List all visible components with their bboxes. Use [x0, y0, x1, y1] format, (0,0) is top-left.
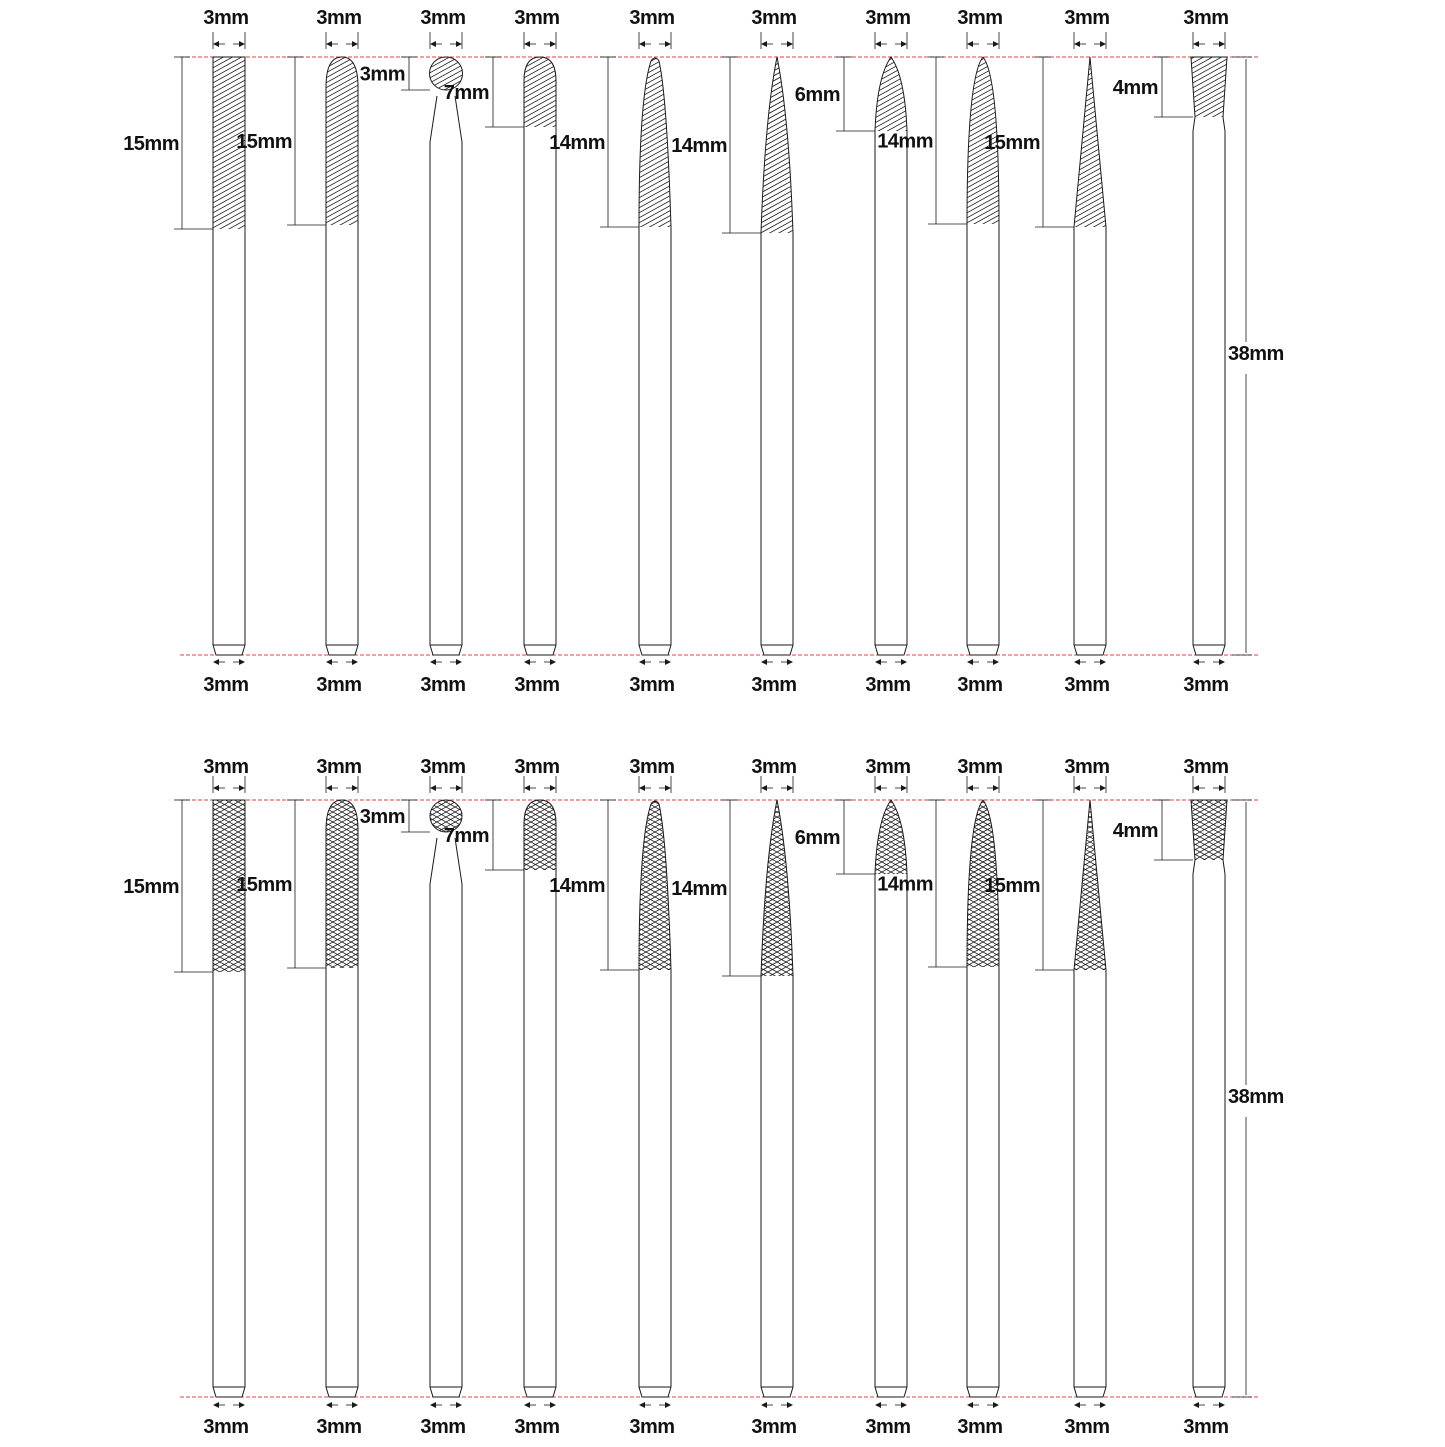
shank-width-dimension: [1064, 662, 1109, 696]
shank-width-dimension: [1064, 1405, 1109, 1438]
bit-ball: [360, 756, 466, 1438]
top-width-dimension: [957, 756, 1002, 793]
hatch-flutes: [1189, 756, 1229, 913]
shank-width-label: 3mm: [316, 674, 362, 696]
bit-cylinder: [123, 756, 249, 1438]
top-width-label: 3mm: [1183, 756, 1229, 778]
shank-width-label: 3mm: [865, 1416, 911, 1438]
shank-width-label: 3mm: [514, 674, 560, 696]
head-length-dimension: [877, 800, 967, 967]
head-length-label: 14mm: [671, 878, 727, 900]
top-width-label: 3mm: [203, 7, 249, 29]
shank-width-dimension: [316, 662, 361, 696]
head-length-label: 4mm: [1112, 77, 1158, 99]
shank-end: [761, 1387, 793, 1397]
head-length-label: 14mm: [877, 130, 933, 153]
head-length-dimension: [549, 800, 639, 970]
shank-end: [1193, 645, 1225, 655]
hatch-flutes: [1070, 13, 1110, 280]
head-length-dimension: [877, 57, 967, 224]
head-length-dimension: [984, 800, 1074, 970]
head-length-dimension: [795, 57, 875, 131]
head-length-dimension: [360, 57, 430, 90]
shank-end: [430, 1387, 462, 1397]
shank-width-dimension: [420, 1405, 465, 1438]
top-width-label: 3mm: [420, 7, 466, 29]
shank-end: [326, 645, 358, 655]
shank-width-dimension: [957, 662, 1002, 696]
shank-right-edge: [455, 838, 462, 1387]
top-width-label: 3mm: [629, 7, 675, 29]
head-length-dimension: [671, 800, 761, 976]
head-length-dimension: [671, 57, 761, 233]
panel-single-cut: [123, 7, 1284, 696]
shank-end: [875, 1387, 907, 1397]
top-width-label: 3mm: [865, 756, 911, 778]
shank-width-label: 3mm: [1064, 674, 1110, 696]
head-length-dimension: [984, 57, 1074, 227]
top-width-dimension: [1064, 7, 1109, 49]
top-width-dimension: [865, 7, 910, 49]
shank-end: [639, 645, 671, 655]
shank-width-label: 3mm: [1183, 674, 1229, 696]
shank-width-dimension: [514, 1405, 559, 1438]
top-width-dimension: [751, 7, 796, 49]
top-width-label: 3mm: [1183, 7, 1229, 29]
shank-end: [1074, 1387, 1106, 1397]
shank-width-label: 3mm: [203, 1416, 249, 1438]
shank-end: [430, 645, 462, 655]
head-length-label: 14mm: [671, 135, 727, 157]
head-length-label: 14mm: [549, 875, 605, 897]
head-outline: [761, 57, 793, 233]
top-width-dimension: [420, 756, 465, 793]
shank-end: [524, 645, 556, 655]
hatch-flutes: [871, 756, 911, 928]
shank-width-dimension: [203, 662, 248, 696]
head-outline: [1074, 57, 1106, 227]
shank-end: [1193, 1387, 1225, 1397]
top-width-dimension: [203, 7, 248, 49]
top-width-label: 3mm: [316, 756, 362, 778]
top-width-label: 3mm: [751, 756, 797, 778]
shank-right-edge: [1223, 117, 1225, 645]
shank-width-dimension: [316, 1405, 361, 1438]
shank-width-dimension: [203, 1405, 248, 1438]
head-length-label: 4mm: [1112, 820, 1158, 842]
top-width-label: 3mm: [316, 7, 362, 29]
shank-end: [213, 645, 245, 655]
hatch-flutes: [322, 13, 362, 280]
head-length-label: 6mm: [794, 84, 840, 106]
head-length-dimension: [123, 800, 213, 972]
overall-length-label: 38mm: [1228, 343, 1284, 365]
shank-width-dimension: [629, 662, 674, 696]
shank-width-label: 3mm: [751, 674, 797, 696]
top-width-label: 3mm: [203, 756, 249, 778]
head-length-dimension: [360, 800, 430, 832]
head-length-label: 15mm: [123, 133, 179, 155]
shank-left-edge: [430, 96, 437, 645]
bit-taper-point: [984, 7, 1110, 696]
head-length-label: 3mm: [359, 63, 405, 86]
shank-width-label: 3mm: [514, 1416, 560, 1438]
top-width-dimension: [1064, 756, 1109, 793]
panel-double-cut: [123, 756, 1284, 1438]
top-width-dimension: [629, 7, 674, 49]
top-width-label: 3mm: [957, 7, 1003, 29]
shank-width-label: 3mm: [203, 674, 249, 696]
shank-width-label: 3mm: [316, 1416, 362, 1438]
shank-width-label: 3mm: [957, 674, 1003, 696]
bit-pointed-cone: [671, 7, 797, 696]
hatch-flutes: [1070, 756, 1110, 1023]
head-length-label: 6mm: [794, 827, 840, 849]
head-length-dimension: [795, 800, 875, 874]
bit-ball: [360, 7, 466, 696]
shank-end: [1074, 645, 1106, 655]
shank-width-dimension: [1183, 1405, 1228, 1438]
shank-end: [761, 645, 793, 655]
bit-taper-point: [984, 756, 1110, 1438]
bit-inverted-cone: [1113, 756, 1229, 1438]
shank-width-dimension: [514, 662, 559, 696]
shank-width-label: 3mm: [629, 1416, 675, 1438]
head-length-label: 14mm: [877, 873, 933, 896]
head-outline: [761, 800, 793, 976]
bit-oval: [444, 756, 560, 1438]
shank-end: [967, 645, 999, 655]
bit-tree: [549, 756, 675, 1438]
hatch-flutes: [322, 756, 362, 1023]
hatch-flutes: [757, 756, 797, 1033]
head-length-label: 15mm: [236, 131, 292, 153]
shank-width-label: 3mm: [1183, 1416, 1229, 1438]
bit-arch: [795, 756, 911, 1438]
shank-end: [639, 1387, 671, 1397]
shank-left-edge: [430, 838, 437, 1387]
bit-ball-nose-cylinder: [236, 7, 362, 696]
bit-flame: [877, 7, 1003, 696]
head-length-label: 15mm: [236, 874, 292, 896]
shank-width-label: 3mm: [629, 674, 675, 696]
head-length-dimension: [1113, 800, 1193, 860]
bit-flame: [877, 756, 1003, 1438]
head-length-label: 3mm: [359, 806, 405, 828]
top-width-dimension: [420, 7, 465, 49]
top-width-dimension: [316, 7, 361, 49]
top-width-dimension: [865, 756, 910, 793]
head-length-dimension: [236, 800, 326, 968]
head-length-dimension: [123, 57, 213, 229]
head-length-label: 15mm: [123, 876, 179, 898]
top-width-dimension: [629, 756, 674, 793]
shank-width-dimension: [420, 662, 465, 696]
top-width-dimension: [957, 7, 1002, 49]
head-length-label: 7mm: [443, 82, 489, 104]
shank-width-dimension: [1183, 662, 1228, 696]
top-width-dimension: [1183, 7, 1228, 49]
top-width-dimension: [203, 756, 248, 793]
overall-length-dimension: [1228, 800, 1284, 1397]
head-length-dimension: [444, 57, 524, 127]
shank-end: [967, 1387, 999, 1397]
top-width-dimension: [514, 756, 559, 793]
hatch-flutes: [1189, 13, 1229, 170]
shank-width-label: 3mm: [865, 674, 911, 696]
shank-width-dimension: [865, 1405, 910, 1438]
shank-width-label: 3mm: [420, 674, 466, 696]
top-width-dimension: [751, 756, 796, 793]
top-width-label: 3mm: [751, 7, 797, 29]
head-length-dimension: [444, 800, 524, 870]
bit-tree: [549, 7, 675, 696]
bit-arch: [795, 7, 911, 696]
shank-end: [326, 1387, 358, 1397]
head-outline: [1074, 800, 1106, 970]
shank-left-edge: [1193, 860, 1195, 1387]
top-width-label: 3mm: [514, 7, 560, 29]
top-width-label: 3mm: [1064, 7, 1110, 29]
top-width-label: 3mm: [629, 756, 675, 778]
top-width-dimension: [514, 7, 559, 49]
shank-width-dimension: [957, 1405, 1002, 1438]
hatch-flutes: [757, 13, 797, 290]
overall-length-label: 38mm: [1228, 1086, 1284, 1108]
hatch-flutes: [426, 13, 466, 145]
head-length-label: 15mm: [984, 875, 1040, 897]
bit-pointed-cone: [671, 756, 797, 1438]
bit-oval: [444, 7, 560, 696]
hatch-flutes: [520, 13, 560, 180]
shank-width-dimension: [629, 1405, 674, 1438]
shank-width-label: 3mm: [957, 1416, 1003, 1438]
head-length-label: 15mm: [984, 132, 1040, 154]
hatch-flutes: [871, 13, 911, 185]
overall-length-dimension: [1228, 57, 1284, 655]
head-length-dimension: [549, 57, 639, 227]
top-width-dimension: [1183, 756, 1228, 793]
top-width-label: 3mm: [1064, 756, 1110, 778]
shank-end: [524, 1387, 556, 1397]
top-width-dimension: [316, 756, 361, 793]
shank-width-label: 3mm: [420, 1416, 466, 1438]
head-length-dimension: [1113, 57, 1193, 117]
bit-cylinder: [123, 7, 249, 696]
shank-end: [875, 645, 907, 655]
bit-ball-nose-cylinder: [236, 756, 362, 1438]
bit-inverted-cone: [1113, 7, 1229, 696]
shank-left-edge: [1193, 117, 1195, 645]
shank-width-label: 3mm: [1064, 1416, 1110, 1438]
shank-width-dimension: [751, 1405, 796, 1438]
head-length-dimension: [236, 57, 326, 225]
shank-right-edge: [1223, 860, 1225, 1387]
top-width-label: 3mm: [420, 756, 466, 778]
shank-width-label: 3mm: [751, 1416, 797, 1438]
head-length-label: 14mm: [549, 132, 605, 154]
hatch-flutes: [520, 756, 560, 923]
top-width-label: 3mm: [957, 756, 1003, 778]
shank-end: [213, 1387, 245, 1397]
head-length-label: 7mm: [443, 825, 489, 847]
top-width-label: 3mm: [514, 756, 560, 778]
shank-width-dimension: [751, 662, 796, 696]
shank-width-dimension: [865, 662, 910, 696]
top-width-label: 3mm: [865, 7, 911, 29]
shank-right-edge: [455, 96, 462, 645]
